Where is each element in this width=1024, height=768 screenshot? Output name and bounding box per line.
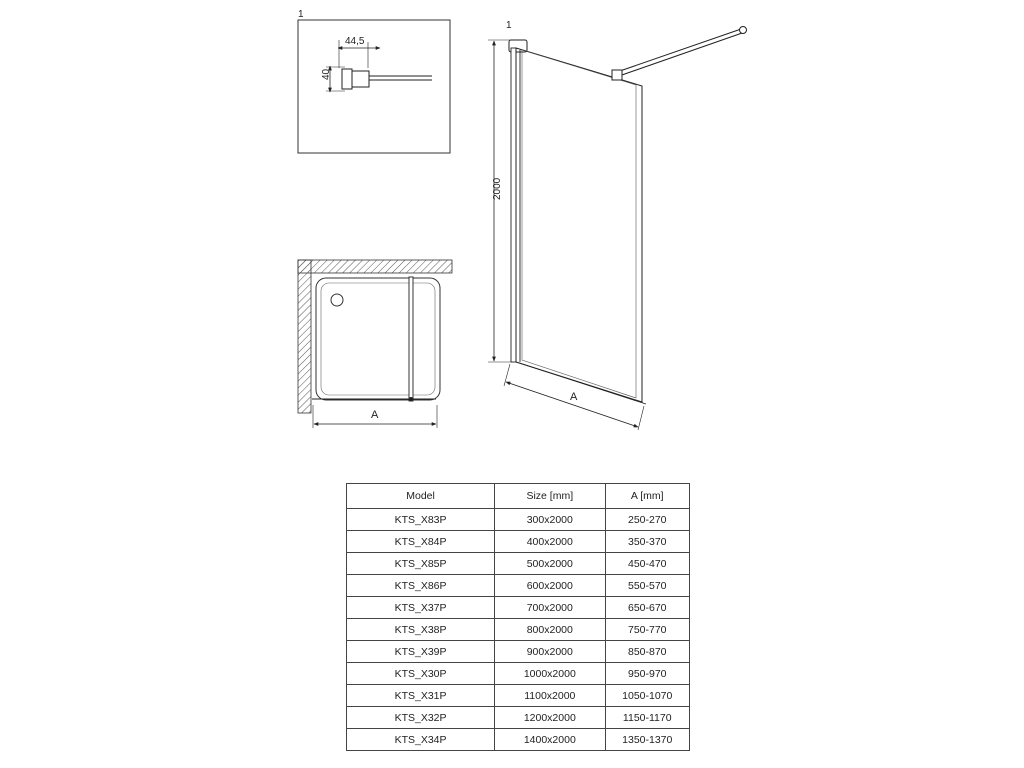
cell-a: 450-470: [605, 553, 689, 575]
support-rod-upper-line: [617, 28, 744, 72]
cell-model: KTS_X85P: [347, 553, 495, 575]
cell-a: 1150-1170: [605, 707, 689, 729]
table-row: [347, 707, 690, 729]
support-rod-wall-mount: [740, 27, 747, 34]
shower-tray-inner: [321, 283, 435, 395]
elevation-view: [488, 20, 747, 430]
detail-frame: [298, 20, 450, 153]
table-row: [347, 685, 690, 707]
support-rod-lower-line: [619, 32, 745, 76]
bracket-clamp: [352, 71, 369, 87]
plan-wall-top: [298, 260, 452, 273]
support-rod-clamp: [612, 70, 622, 80]
cell-model: KTS_X39P: [347, 641, 495, 663]
cell-a: 1050-1070: [605, 685, 689, 707]
cell-model: KTS_X86P: [347, 575, 495, 597]
plan-view: [298, 260, 452, 428]
cell-size: 1000x2000: [495, 663, 605, 685]
shower-tray-outline: [316, 278, 440, 400]
cell-a: 350-370: [605, 531, 689, 553]
table-row: [347, 575, 690, 597]
elevation-callout-number: 1: [506, 20, 512, 31]
cell-size: 900x2000: [495, 641, 605, 663]
drain-icon: [331, 294, 343, 306]
cell-size: 500x2000: [495, 553, 605, 575]
cell-size: 300x2000: [495, 509, 605, 531]
cell-size: 800x2000: [495, 619, 605, 641]
cell-model: KTS_X32P: [347, 707, 495, 729]
plan-wall-left: [298, 260, 311, 413]
wall-profile: [511, 48, 516, 362]
detail-wall-bracket: [298, 9, 450, 153]
table-row: [347, 663, 690, 685]
cell-size: 1100x2000: [495, 685, 605, 707]
table-row: [347, 597, 690, 619]
cell-a: 550-570: [605, 575, 689, 597]
elevation-height-dimension: 2000: [492, 177, 503, 200]
plan-glass-panel: [409, 277, 413, 401]
table-row: [347, 641, 690, 663]
cell-size: 400x2000: [495, 531, 605, 553]
cell-a: 850-870: [605, 641, 689, 663]
cell-model: KTS_X37P: [347, 597, 495, 619]
cell-a: 250-270: [605, 509, 689, 531]
cell-model: KTS_X34P: [347, 729, 495, 751]
cell-a: 650-670: [605, 597, 689, 619]
elevation-width-label: A: [570, 391, 578, 403]
table-row: [347, 509, 690, 531]
table-row: [347, 553, 690, 575]
cell-size: 700x2000: [495, 597, 605, 619]
header-a: A [mm]: [605, 484, 689, 509]
table-row: [347, 619, 690, 641]
cell-size: 1400x2000: [495, 729, 605, 751]
cell-model: KTS_X30P: [347, 663, 495, 685]
table-row: [347, 531, 690, 553]
cell-a: 1350-1370: [605, 729, 689, 751]
header-size: Size [mm]: [495, 484, 605, 509]
cell-model: KTS_X38P: [347, 619, 495, 641]
elevation-width-dimension-line: [506, 382, 638, 427]
elevation-glass-panel: [516, 48, 642, 402]
header-model: Model: [347, 484, 495, 509]
cell-size: 1200x2000: [495, 707, 605, 729]
table-header-row: [347, 484, 690, 509]
bracket-wall-plate: [342, 69, 352, 89]
cell-a: 750-770: [605, 619, 689, 641]
detail-height-dimension: 40: [321, 68, 332, 80]
cell-model: KTS_X84P: [347, 531, 495, 553]
plan-width-label: A: [371, 409, 379, 421]
cell-size: 600x2000: [495, 575, 605, 597]
cell-model: KTS_X31P: [347, 685, 495, 707]
detail-callout-number: 1: [298, 9, 304, 20]
model-size-table: [346, 483, 690, 751]
table-row: [347, 729, 690, 751]
cell-model: KTS_X83P: [347, 509, 495, 531]
detail-width-dimension: 44,5: [345, 36, 365, 47]
cell-a: 950-970: [605, 663, 689, 685]
